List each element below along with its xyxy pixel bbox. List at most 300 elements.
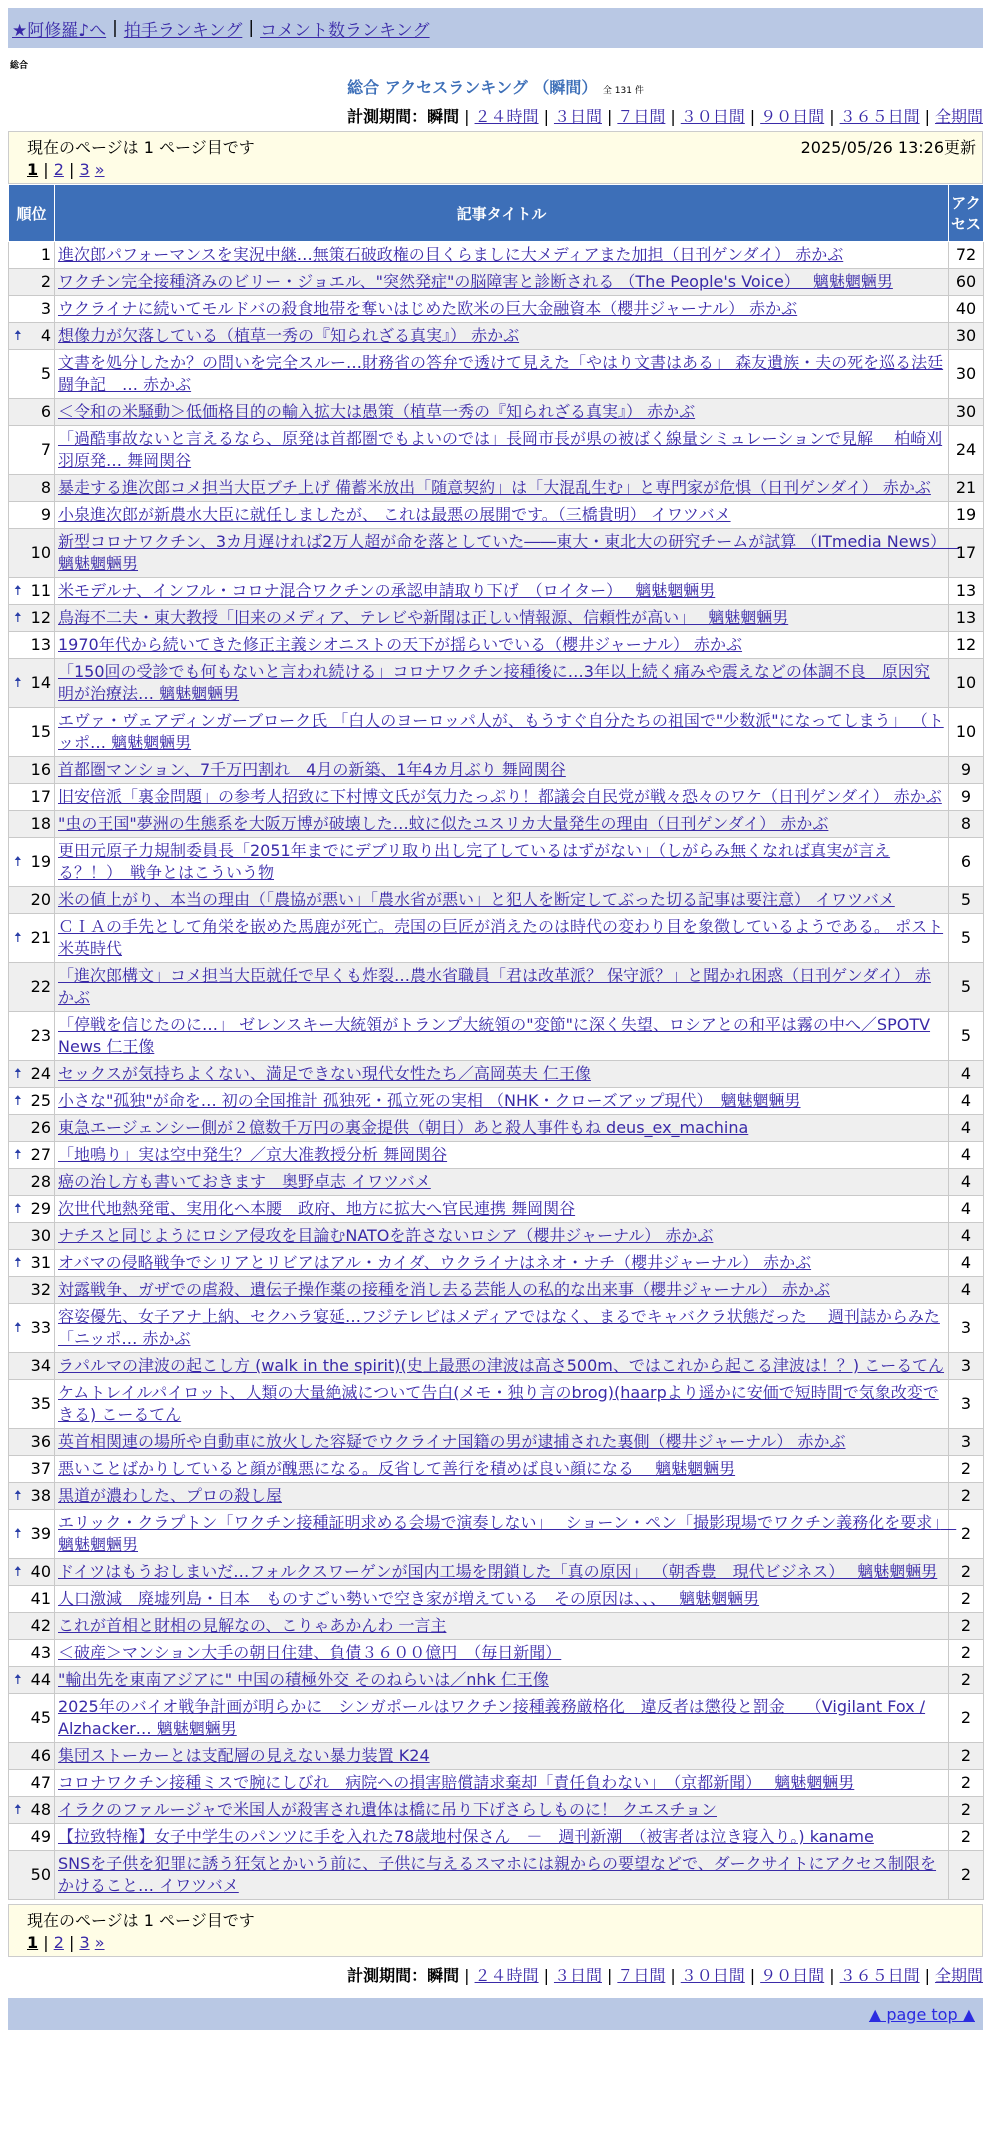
period-separator: | (924, 1966, 930, 1985)
table-row (9, 1851, 984, 1900)
title-cell (55, 1770, 949, 1797)
comment-ranking-link[interactable]: コメント数ランキング (260, 20, 430, 41)
title-cell (55, 605, 949, 632)
rank-number: 2 (40, 272, 51, 291)
current-page-text: 現在のページは 1 ページ目です (27, 1911, 255, 1930)
table-row (9, 1250, 984, 1277)
table-row (9, 708, 984, 757)
rank-number: 45 (30, 1708, 51, 1727)
period-link-2[interactable]: ７日間 (617, 107, 666, 126)
article-link[interactable]: 「進次郎構文」コメ担当大臣就任で早くも炸裂…農水省職員「君は改革派？ 保守派？」と聞かれ困惑（日刊ゲンダイ） 赤かぶ (58, 966, 931, 1007)
period-separator: | (670, 1966, 676, 1985)
article-link[interactable]: 2025年のバイオ戦争計画が明らかに シンガポールはワクチン接種義務厳格化 違反者は懲役と罰金 （Vigilant Fox / Alzhacker… 魑魅魍魎男 (58, 1697, 926, 1738)
article-link[interactable]: 更田元原子力規制委員長「2051年までにデブリ取り出し完了しているはずがない」（しがらみ無くなれば真実が言える？！） 戦争とはこういう物 (58, 841, 891, 882)
table-row (9, 1012, 984, 1061)
access-count: 2 (949, 1743, 984, 1770)
table-row (9, 1304, 984, 1353)
rank-cell (9, 1559, 55, 1586)
rank-cell (9, 1613, 55, 1640)
pager (27, 160, 976, 179)
up-arrow-icon: 🠅 (14, 1255, 22, 1271)
table-row (9, 1353, 984, 1380)
article-link[interactable]: コロナワクチン接種ミスで腕にしびれ 病院への損害賠償請求棄却「責任負わない」 （京都新聞） 魑魅魍魎男 (58, 1773, 855, 1792)
title-cell (55, 1169, 949, 1196)
article-link[interactable]: 黒道が濃わした、プロの殺し屋 (58, 1486, 283, 1505)
pager-current-page: 1 (27, 1933, 39, 1952)
up-arrow-icon: 🠅 (14, 854, 22, 870)
rank-cell (9, 1169, 55, 1196)
title-cell (55, 475, 949, 502)
rank-cell (9, 784, 55, 811)
table-row (9, 1456, 984, 1483)
rank-cell (9, 350, 55, 399)
period-separator: | (749, 107, 756, 126)
pager-separator: | (38, 160, 54, 179)
table-row (9, 1088, 984, 1115)
rank-cell (9, 811, 55, 838)
pager-separator: | (63, 1933, 80, 1952)
article-link[interactable]: 「過酷事故ないと言えるなら、原発は首都圏でもよいのでは」長岡市長が県の被ばく線量シミュレーションで見解 柏崎刈羽原発… 舞岡関谷 (58, 429, 943, 470)
table-row (9, 323, 984, 350)
article-link[interactable]: 癌の治し方も書いておきます 奥野卓志 イワツバメ (58, 1172, 431, 1191)
ranking-table (8, 184, 984, 1900)
article-link[interactable]: ＣＩＡの手先として角栄を嵌めた馬鹿が死亡。売国の巨匠が消えたのは時代の変わり目を象徴しているようである。 ポスト米英時代 (58, 917, 944, 958)
pager-page-link[interactable]: 2 (53, 160, 64, 179)
period-separator: | (829, 107, 835, 126)
period-link-3[interactable]: ３０日間 (680, 1966, 745, 1985)
article-link[interactable]: オバマの侵略戦争でシリアとリビアはアル・カイダ、ウクライナはネオ・ナチ（櫻井ジャーナル） 赤かぶ (58, 1253, 812, 1272)
article-link[interactable]: 想像力が欠落している（植草一秀の『知られざる真実』） 赤かぶ (58, 326, 520, 345)
table-row (9, 1694, 984, 1743)
rank-number: 16 (30, 760, 51, 779)
rank-cell (9, 1510, 55, 1559)
access-count: 4 (949, 1196, 984, 1223)
article-link[interactable]: これが首相と財相の見解なの、こりゃあかんわ 一言主 (58, 1616, 447, 1635)
access-count: 9 (949, 784, 984, 811)
up-arrow-icon: 🠅 (14, 1093, 22, 1109)
period-separator: | (606, 107, 613, 126)
table-row (9, 426, 984, 475)
title-cell (55, 296, 949, 323)
access-count: 17 (949, 529, 984, 578)
period-separator: | (543, 107, 549, 126)
article-link[interactable]: イラクのファルージャで米国人が殺害され遺体は橋に吊り下げさらしものに！ クエスチョン (58, 1800, 718, 1819)
title-cell (55, 1694, 949, 1743)
rank-cell (9, 1586, 55, 1613)
table-row (9, 914, 984, 963)
up-arrow-icon: 🠅 (14, 1564, 22, 1580)
up-arrow-icon: 🠅 (14, 1526, 22, 1542)
rank-number: 49 (30, 1827, 51, 1846)
period-link-6[interactable]: 全期間 (934, 107, 983, 126)
article-link[interactable]: ケムトレイルパイロット、人類の大量絶滅について告白(メモ・独り言のbrog)(haarpより遥かに安価で短時間で気象改変できる) こーるてん (58, 1383, 939, 1424)
access-count: 5 (949, 914, 984, 963)
up-arrow-icon: 🠅 (14, 583, 22, 599)
period-separator: | (606, 1966, 613, 1985)
rank-cell (9, 529, 55, 578)
rank-number: 46 (30, 1746, 51, 1765)
table-row (9, 1770, 984, 1797)
period-link-6[interactable]: 全期間 (934, 1966, 983, 1985)
rank-cell (9, 659, 55, 708)
article-link[interactable]: 人口激減 廃墟列島・日本 ものすごい勢いで空き家が増えている その原因は、、、 魑魅魍魎男 (58, 1589, 760, 1608)
period-link-4[interactable]: ９０日間 (760, 1966, 825, 1985)
access-count: 6 (949, 838, 984, 887)
rank-number: 25 (30, 1091, 51, 1110)
rank-cell (9, 1770, 55, 1797)
table-row (9, 578, 984, 605)
rank-number: 6 (40, 402, 51, 421)
table-row (9, 1640, 984, 1667)
period-link-3[interactable]: ３０日間 (680, 107, 745, 126)
article-link[interactable]: 鳥海不二夫・東大教授「旧来のメディア、テレビや新聞は正しい情報源、信頼性が高い」 魑魅魍魎男 (58, 608, 789, 627)
access-count: 2 (949, 1510, 984, 1559)
rank-number: 37 (30, 1459, 51, 1478)
title-cell (55, 399, 949, 426)
access-count: 2 (949, 1613, 984, 1640)
rank-cell (9, 242, 55, 269)
rank-number: 8 (40, 478, 51, 497)
table-row (9, 1277, 984, 1304)
rank-cell (9, 1797, 55, 1824)
pager-next-link[interactable]: » (94, 1933, 105, 1952)
rank-number: 10 (30, 543, 51, 562)
rank-cell (9, 914, 55, 963)
info-row (27, 1908, 976, 1931)
title-cell (55, 1510, 957, 1559)
title-cell (55, 578, 949, 605)
table-row (9, 242, 984, 269)
up-arrow-icon: 🠅 (14, 1066, 22, 1082)
table-row (9, 632, 984, 659)
title-cell (55, 659, 949, 708)
period-selector-bottom (0, 1963, 983, 1986)
up-arrow-icon: 🠅 (14, 1320, 22, 1336)
info-row (27, 135, 976, 158)
rank-number: 43 (30, 1643, 51, 1662)
access-count: 5 (949, 963, 984, 1012)
access-count: 5 (949, 1012, 984, 1061)
article-link[interactable]: ウクライナに続いてモルドバの殺食地帯を奪いはじめた欧米の巨大金融資本（櫻井ジャーナル） 赤かぶ (58, 299, 798, 318)
pager (27, 1933, 976, 1952)
rank-number: 14 (30, 673, 51, 692)
article-link[interactable]: 米モデルナ、インフル・コロナ混合ワクチンの承認申請取り下げ （ロイター） 魑魅魍魎男 (58, 581, 716, 600)
title-cell (55, 1380, 949, 1429)
access-count: 4 (949, 1088, 984, 1115)
pager-page-link[interactable]: 3 (79, 1933, 90, 1952)
rank-number: 28 (30, 1172, 51, 1191)
rank-number: 11 (30, 581, 51, 600)
table-row (9, 1667, 984, 1694)
access-count: 4 (949, 1115, 984, 1142)
access-count: 3 (949, 1380, 984, 1429)
table-row (9, 296, 984, 323)
article-link[interactable]: ラパルマの津波の起こし方 (walk in the spirit)(史上最悪の津波は高さ500m、ではこれから起こる津波は！？) こーるてん (58, 1356, 945, 1375)
rank-number: 44 (30, 1670, 51, 1689)
article-link[interactable]: 首都圏マンション、7千万円割れ 4月の新築、1年4カ月ぶり 舞岡関谷 (58, 760, 566, 779)
title-cell (55, 1456, 949, 1483)
title-cell (55, 323, 949, 350)
table-row (9, 1510, 984, 1559)
period-link-5[interactable]: ３６５日間 (839, 107, 920, 126)
rank-cell (9, 502, 55, 529)
article-link[interactable]: 【拉致特権】女子中学生のパンツに手を入れた78歳地村保さん － 週刊新潮 （被害者は泣き寝入り。) kaname (58, 1827, 874, 1846)
article-link[interactable]: "虫の王国"夢洲の生態系を大阪万博が破壊した…蚊に似たユスリカ大量発生の理由（日刊ゲンダイ） 赤かぶ (58, 814, 829, 833)
rank-cell (9, 1142, 55, 1169)
period-link-1[interactable]: ３日間 (553, 1966, 602, 1985)
rank-number: 30 (30, 1226, 51, 1245)
article-link[interactable]: セックスが気持ちよくない、満足できない現代女性たち／高岡英夫 仁王像 (58, 1064, 591, 1083)
title-cell (55, 529, 960, 578)
up-arrow-icon: 🠅 (14, 610, 22, 626)
period-label: 計測期間： (347, 1966, 428, 1985)
rank-number: 39 (30, 1524, 51, 1543)
access-header: アクセス (949, 185, 984, 242)
clap-ranking-link[interactable]: 拍手ランキング (123, 20, 243, 41)
title-cell (55, 269, 949, 296)
page-info-box-bottom (8, 1904, 983, 1957)
period-link-2[interactable]: ７日間 (617, 1966, 666, 1985)
period-separator: | (749, 1966, 756, 1985)
table-row (9, 1142, 984, 1169)
access-count: 2 (949, 1456, 984, 1483)
title-cell (55, 632, 949, 659)
rank-cell (9, 399, 55, 426)
title-cell (55, 1353, 949, 1380)
footer-bar (8, 1998, 983, 2030)
rank-number: 24 (30, 1064, 51, 1083)
access-count: 2 (949, 1559, 984, 1586)
article-link[interactable]: 文書を処分したか？の問いを完全スルー…財務省の答弁で透けて見えた「やはり文書はある」 森友遺族・夫の死を巡る法廷闘争記 … 赤かぶ (58, 353, 944, 394)
table-row (9, 350, 984, 399)
access-count: 10 (949, 708, 984, 757)
article-link[interactable]: 新型コロナワクチン、3カ月遅ければ2万人超が命を落としていた――東大・東北大の研究チームが試算 （ITmedia News） 魑魅魍魎男 (58, 532, 960, 573)
access-count: 2 (949, 1640, 984, 1667)
article-link[interactable]: 1970年代から続いてきた修正主義シオニストの天下が揺らいでいる（櫻井ジャーナル） 赤かぶ (58, 635, 743, 654)
title-cell (55, 1613, 949, 1640)
period-separator: | (543, 1966, 549, 1985)
table-row (9, 1196, 984, 1223)
rank-cell (9, 1115, 55, 1142)
rank-number: 36 (30, 1432, 51, 1451)
rank-number: 42 (30, 1616, 51, 1635)
title-cell (55, 350, 949, 399)
rank-cell (9, 1694, 55, 1743)
article-link[interactable]: 小泉進次郎が新農水大臣に就任しましたが、 これは最悪の展開です。（三橋貴明） イワツバメ (58, 505, 731, 524)
rank-number: 17 (30, 787, 51, 806)
period-link-1[interactable]: ３日間 (553, 107, 602, 126)
rank-cell (9, 269, 55, 296)
period-link-4[interactable]: ９０日間 (760, 107, 825, 126)
access-count: 3 (949, 1353, 984, 1380)
period-current: 瞬間 (427, 1966, 460, 1985)
page-title-row (0, 75, 991, 98)
period-selector (0, 104, 983, 127)
article-link[interactable]: 英首相関連の場所や自動車に放火した容疑でウクライナ国籍の男が逮捕された裏側（櫻井ジャーナル） 赤かぶ (58, 1432, 846, 1451)
table-row (9, 963, 984, 1012)
table-row (9, 838, 984, 887)
title-cell (55, 838, 949, 887)
period-current: 瞬間 (427, 107, 460, 126)
title-cell (55, 426, 949, 475)
table-row (9, 1115, 984, 1142)
title-cell (55, 502, 949, 529)
rank-cell (9, 1483, 55, 1510)
title-cell (55, 1640, 949, 1667)
page-title: 総合 アクセスランキング （瞬間） (347, 78, 598, 97)
rank-cell (9, 1223, 55, 1250)
rank-number: 31 (30, 1253, 51, 1272)
access-count: 2 (949, 1586, 984, 1613)
article-link[interactable]: ＜破産＞マンション大手の朝日住建、負債３６００億円 （毎日新聞） (58, 1643, 562, 1662)
article-link[interactable]: "輸出先を東南アジアに" 中国の積極外交 そのねらいは／nhk 仁王像 (58, 1670, 549, 1689)
rank-cell (9, 1353, 55, 1380)
article-link[interactable]: 次世代地熱発電、実用化へ本腰 政府、地方に拡大へ官民連携 舞岡関谷 (58, 1199, 576, 1218)
article-link[interactable]: 容姿優先、女子アナ上納、セクハラ宴延…フジテレビはメディアではなく、まるでキャバクラ状態だった 週刊誌からみた「ニッポ… 赤かぶ (58, 1307, 940, 1348)
period-link-0[interactable]: ２４時間 (474, 1966, 539, 1985)
title-cell (55, 914, 949, 963)
rank-number: 34 (30, 1356, 51, 1375)
rank-number: 27 (30, 1145, 51, 1164)
title-cell (55, 1429, 949, 1456)
article-link[interactable]: エヴァ・ヴェアディンガーブローク氏 「白人のヨーロッパ人が、もうすぐ自分たちの祖国で"少数派"になってしまう」 （トッポ… 魑魅魍魎男 (58, 711, 944, 752)
pager-next-link[interactable]: » (94, 160, 105, 179)
article-link[interactable]: 米の値上がり、本当の理由（「農協が悪い」「農水省が悪い」と犯人を断定してぶった切る記事は要注意） イワツバメ (58, 890, 895, 909)
page-top-link[interactable]: ▲ page top ▲ (868, 2004, 975, 2024)
table-row (9, 1223, 984, 1250)
title-cell (55, 1250, 949, 1277)
table-row (9, 1061, 984, 1088)
rank-cell (9, 1456, 55, 1483)
access-count: 30 (949, 350, 984, 399)
title-cell (55, 1851, 949, 1900)
rank-number: 3 (40, 299, 51, 318)
rank-number: 20 (30, 890, 51, 909)
access-count: 2 (949, 1694, 984, 1743)
access-count: 24 (949, 426, 984, 475)
article-link[interactable]: 対露戦争、ガザでの虐殺、遺伝子操作薬の接種を消し去る芸能人の私的な出来事（櫻井ジャーナル） 赤かぶ (58, 1280, 830, 1299)
table-row (9, 1429, 984, 1456)
rank-cell (9, 578, 55, 605)
rank-header: 順位 (9, 185, 55, 242)
rank-number: 48 (30, 1800, 51, 1819)
access-count: 3 (949, 1304, 984, 1353)
table-row (9, 529, 984, 578)
rank-cell (9, 1851, 55, 1900)
home-link[interactable]: ★阿修羅♪へ (12, 20, 107, 41)
table-row (9, 1586, 984, 1613)
access-count: 4 (949, 1142, 984, 1169)
rank-number: 47 (30, 1773, 51, 1792)
article-link[interactable]: 「停戦を信じたのに…」 ゼレンスキー大統領がトランプ大統領の"変節"に深く失望、ロシアとの和平は霧の中へ／SPOTV News 仁王像 (58, 1015, 931, 1056)
up-arrow-icon: 🠅 (14, 675, 22, 691)
article-link[interactable]: 「150回の受診でも何もないと言われ続ける」コロナワクチン接種後に…3年以上続く痛みや震えなどの体調不良 原因究明が治療法… 魑魅魍魎男 (58, 662, 930, 703)
rank-cell (9, 1743, 55, 1770)
table-row (9, 887, 984, 914)
access-count: 12 (949, 632, 984, 659)
table-row (9, 1483, 984, 1510)
period-separator: | (924, 107, 930, 126)
rank-number: 9 (40, 505, 51, 524)
page-info-box (8, 131, 983, 184)
rank-number: 7 (40, 440, 51, 459)
rank-cell (9, 1061, 55, 1088)
rank-number: 33 (30, 1318, 51, 1337)
rank-cell (9, 757, 55, 784)
access-count: 60 (949, 269, 984, 296)
access-count: 2 (949, 1770, 984, 1797)
article-link[interactable]: ＜令和の米騒動＞低価格目的の輸入拡大は愚策（植草一秀の『知られざる真実』） 赤かぶ (58, 402, 696, 421)
article-link[interactable]: ドイツはもうおしまいだ…フォルクスワーゲンが国内工場を閉鎖した「真の原因」 （朝香豊 現代ビジネス） 魑魅魍魎男 (58, 1562, 938, 1581)
nav-separator: | (248, 18, 255, 38)
table-row (9, 1169, 984, 1196)
rank-cell (9, 1380, 55, 1429)
title-cell (55, 1797, 949, 1824)
rank-number: 12 (30, 608, 51, 627)
access-count: 3 (949, 1429, 984, 1456)
period-separator: | (464, 1966, 470, 1985)
article-link[interactable]: 「地鳴り」実は空中発生？／京大准教授分析 舞岡関谷 (58, 1145, 448, 1164)
period-link-5[interactable]: ３６５日間 (839, 1966, 920, 1985)
pager-page-link[interactable]: 3 (79, 160, 90, 179)
rank-number: 18 (30, 814, 51, 833)
total-count: 全 131 件 (602, 86, 644, 96)
table-row (9, 1743, 984, 1770)
updated-timestamp: 2025/05/26 13:26更新 (800, 138, 976, 157)
article-link[interactable]: 暴走する進次郎コメ担当大臣ブチ上げ 備蓄米放出「随意契約」は「大混乱生む」と専門家が危惧（日刊ゲンダイ） 赤かぶ (58, 478, 931, 497)
access-count: 5 (949, 887, 984, 914)
article-link[interactable]: 旧安倍派「裏金問題」の参考人招致に下村博文氏が気力たっぷり！都議会自民党が戦々恐々のワケ（日刊ゲンダイ） 赤かぶ (58, 787, 942, 806)
access-count: 2 (949, 1851, 984, 1900)
title-cell (55, 784, 949, 811)
article-link[interactable]: SNSを子供を犯罪に誘う狂気とかいう前に、子供に与えるスマホには親からの要望などで、ダークサイトにアクセス制限をかけること… イワツバメ (58, 1854, 937, 1895)
rank-number: 50 (30, 1865, 51, 1884)
rank-number: 13 (30, 635, 51, 654)
article-link[interactable]: 小さな"孤独"が命を… 初の全国推計 孤独死・孤立死の実相 （NHK・クローズアップ現代） 魑魅魍魎男 (58, 1091, 801, 1110)
article-link[interactable]: エリック・クラプトン「ワクチン接種証明求める会場で演奏しない」 ショーン・ペン「撮影現場でワクチン義務化を要求」 魑魅魍魎男 (58, 1513, 957, 1554)
rank-cell (9, 475, 55, 502)
rank-number: 40 (30, 1562, 51, 1581)
rank-cell (9, 1640, 55, 1667)
pager-page-link[interactable]: 2 (53, 1933, 64, 1952)
title-cell (55, 1012, 949, 1061)
table-row (9, 475, 984, 502)
article-link[interactable]: 集団ストーカーとは支配層の見えない暴力装置 K24 (58, 1746, 430, 1765)
access-count: 30 (949, 323, 984, 350)
rank-cell (9, 1277, 55, 1304)
table-row (9, 1380, 984, 1429)
article-link[interactable]: 東急エージェンシー側が２億数千万円の裏金提供（朝日）あと殺人事件もね deus_ex_machina (58, 1118, 749, 1137)
rank-cell (9, 296, 55, 323)
rank-cell (9, 1667, 55, 1694)
article-link[interactable]: ワクチン完全接種済みのビリー・ジョエル、"突然発症"の脳障害と診断される （The People's Voice） 魑魅魍魎男 (58, 272, 893, 291)
title-cell (55, 1586, 949, 1613)
article-link[interactable]: 悪いことばかりしていると顔が醜悪になる。反省して善行を積めば良い顔になる 魑魅魍魎男 (58, 1459, 736, 1478)
rank-number: 23 (30, 1026, 51, 1045)
table-row (9, 811, 984, 838)
rank-number: 35 (30, 1394, 51, 1413)
access-count: 2 (949, 1667, 984, 1694)
rank-number: 21 (30, 928, 51, 947)
title-cell (55, 1223, 949, 1250)
pager-current-page: 1 (27, 160, 39, 179)
period-link-0[interactable]: ２４時間 (474, 107, 539, 126)
article-link[interactable]: 進次郎パフォーマンスを実況中継…無策石破政権の目くらましに大メディアまた加担（日刊ゲンダイ） 赤かぶ (58, 245, 844, 264)
rank-cell (9, 1250, 55, 1277)
article-link[interactable]: ナチスと同じようにロシア侵攻を目論むNATOを許さないロシア（櫻井ジャーナル） 赤かぶ (58, 1226, 714, 1245)
access-count: 40 (949, 296, 984, 323)
rank-number: 38 (30, 1486, 51, 1505)
